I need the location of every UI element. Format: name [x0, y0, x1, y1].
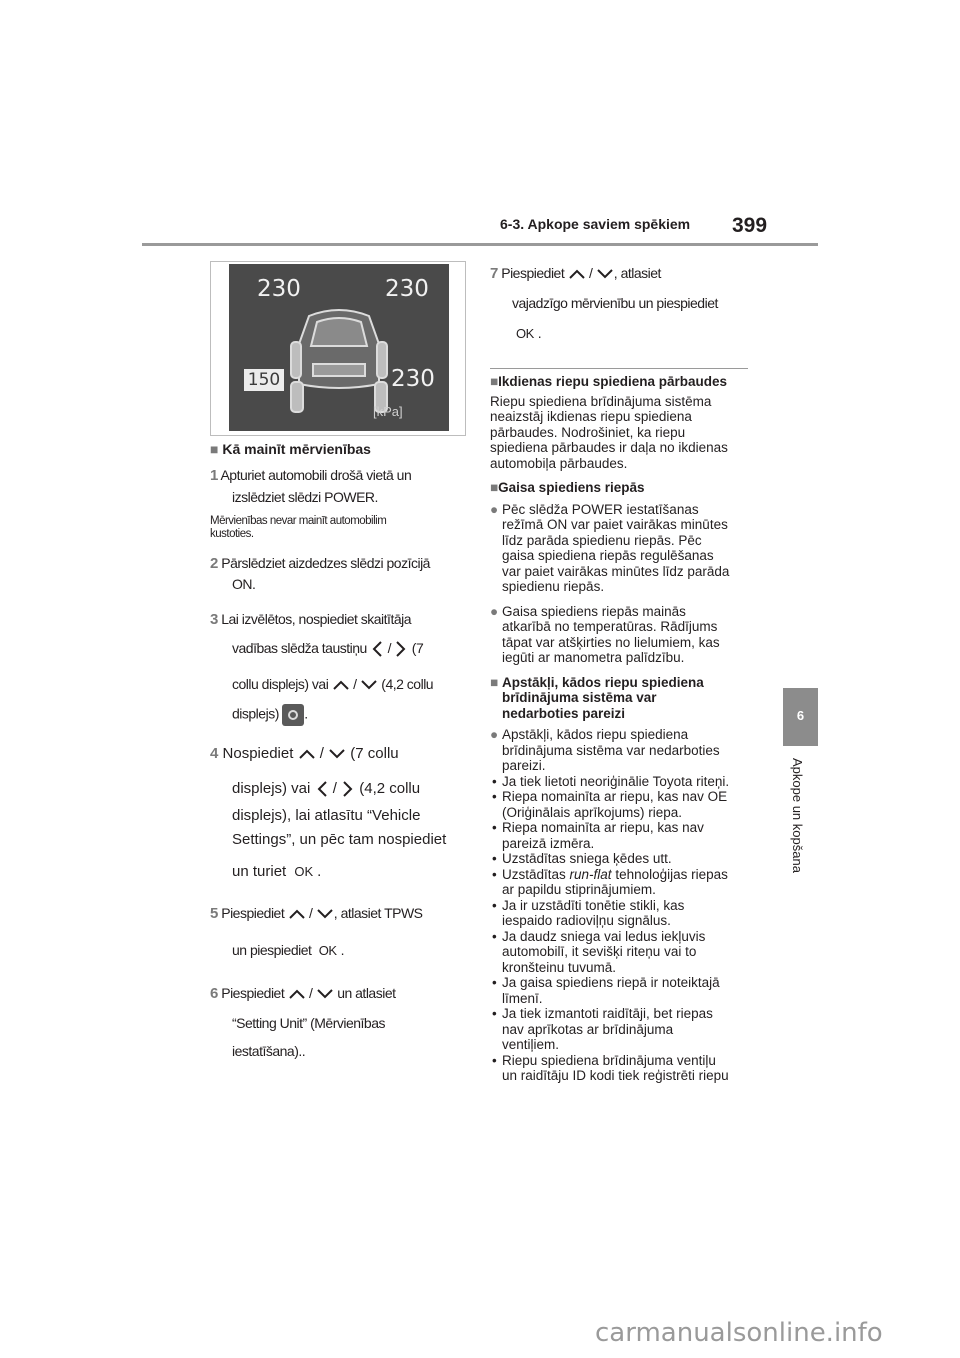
- ok-button-icon: OK: [318, 943, 337, 958]
- chevron-up-icon: [298, 748, 316, 760]
- tire-front-right: 230: [385, 276, 429, 302]
- square-bullet-icon: ■: [490, 480, 499, 495]
- chapter-number: 6: [796, 708, 805, 723]
- step-7: 7 Piespiediet / , atlasiet: [490, 265, 661, 282]
- chevron-down-icon: [360, 679, 378, 691]
- tire-pressure-display: [229, 264, 449, 431]
- bullet-2: ● Gaisa spiediens riepās mainās atkarībā no temperatūras. Rādījums tāpat var atšķirties no lielumiem, kas iegūti ar manometra palīdzību.: [490, 603, 720, 665]
- ok-button-icon: OK: [516, 326, 534, 341]
- chevron-right-icon: [394, 640, 408, 658]
- circle-bullet-icon: ●: [490, 603, 499, 619]
- heading-conditions: ■ Apstākļi, kādos riepu spiediena brīdinājuma sistēma var nedarboties pareizi: [490, 674, 704, 721]
- square-bullet-icon: ■: [490, 374, 499, 389]
- watermark: carmanualsonline.info: [595, 1318, 883, 1348]
- square-bullet-icon: ■: [210, 441, 219, 457]
- step-3-line3: collu displejs) vai / (4,2 collu: [232, 676, 434, 692]
- step-6-line3: iestatīšana)..: [232, 1043, 306, 1059]
- circle-bullet-icon: ●: [490, 727, 499, 742]
- chevron-right-icon: [341, 780, 355, 798]
- step-6-line2: “Setting Unit” (Mērvienības: [232, 1015, 386, 1031]
- list-item: • Ja ir uzstādīti tonētie stikli, kas iespaido radioviļņu signālus.: [492, 897, 685, 928]
- chevron-down-icon: [316, 988, 334, 1000]
- unit-label: [kPa]: [373, 404, 403, 419]
- chevron-down-icon: [316, 908, 334, 920]
- heading-air-pressure: ■Gaisa spiediens riepās: [490, 480, 645, 495]
- chevron-up-icon: [332, 679, 350, 691]
- step-7-line2: vajadzīgo mērvienību un piespiediet: [512, 295, 718, 311]
- step-4-line2: displejs) vai / (4,2 collu: [232, 780, 421, 797]
- step-2: 2 Pārslēdziet aizdedzes slēdzi pozīcijā: [210, 555, 430, 572]
- tire-rear-left: 150: [244, 369, 284, 391]
- header-rule: [142, 243, 818, 246]
- step-4-line3: displejs), lai atlasītu “Vehicle: [232, 807, 421, 824]
- step-2-cont: ON.: [232, 576, 256, 592]
- step-1-cont: izslēdziet slēdzi POWER.: [232, 489, 378, 505]
- chevron-left-icon: [370, 640, 384, 658]
- list-item: • Riepu spiediena brīdinājuma ventiļu un raidītāju ID kodi tiek reģistrēti riepu: [492, 1052, 729, 1083]
- settings-gear-icon: [282, 704, 304, 726]
- bullet-3: ● Apstākļi, kādos riepu spiediena brīdinājuma sistēma var nedarboties pareizi.: [490, 727, 720, 773]
- divider: [490, 368, 748, 369]
- chevron-down-icon: [596, 268, 614, 280]
- bullet-1: ● Pēc slēdža POWER iestatīšanas režīmā ON var paiet vairākas minūtes līdz parāda spiedienu riepās. Pēc gaisa spiediena riepās regulēšanas var paiet vairākas minūtes līdz parāda spiedienu riepās.: [490, 501, 730, 594]
- section-title: 6-3. Apkope saviem spēkiem: [500, 216, 691, 232]
- chevron-up-icon: [568, 268, 586, 280]
- list-item: • Ja gaisa spiediens riepā ir noteiktajā līmenī.: [492, 975, 720, 1006]
- step-3-line4: displejs) .: [232, 704, 308, 726]
- list-item: • Uzstādītas run-flat tehnoloģijas riepas ar papildu stiprinājumiem.: [492, 866, 728, 897]
- step-3: 3 Lai izvēlētos, nospiediet skaitītāja: [210, 611, 412, 628]
- chapter-tab: [783, 688, 818, 746]
- ok-button-icon: OK: [294, 864, 314, 879]
- heading-change-units: ■ Kā mainīt mērvienības: [210, 441, 371, 457]
- page-number: 399: [732, 214, 768, 237]
- step-7-line3: OK .: [512, 325, 541, 342]
- step-4-line4: Settings”, un pēc tam nospiediet: [232, 831, 447, 848]
- list-item: • Ja daudz sniega vai ledus iekļuvis automobilī, it sevišķi riteņu vai to kronšteinu tuvumā.: [492, 928, 706, 975]
- step-4: 4 Nospiediet / (7 collu: [210, 745, 399, 762]
- list-item: • Ja tiek izmantoti raidītāji, bet riepas nav aprīkotas ar brīdinājuma ventiļiem.: [492, 1006, 713, 1052]
- note: Mērvienības nevar mainīt automobilim kustoties.: [210, 515, 387, 540]
- chevron-up-icon: [288, 988, 306, 1000]
- paragraph-daily: Riepu spiediena brīdinājuma sistēma neaizstāj ikdienas riepu spiediena pārbaudes. Nodrošiniet, ka riepu spiediena pārbaudes ir daļa no ikdienas automobiļa pārbaudes.: [490, 393, 728, 471]
- step-5: 5 Piespiediet / , atlasiet TPWS: [210, 905, 423, 922]
- tire-front-left: 230: [257, 276, 301, 302]
- chevron-down-icon: [328, 748, 346, 760]
- tire-rear-right: 230: [391, 366, 435, 392]
- square-bullet-icon: ■: [490, 674, 499, 690]
- step-4-line5: un turiet OK .: [232, 863, 322, 880]
- chevron-left-icon: [315, 780, 329, 798]
- step-6: 6 Piespiediet / un atlasiet: [210, 985, 396, 1002]
- right-column-text: [490, 374, 760, 1084]
- list-item: • Riepa nomainīta ar riepu, kas nav OE (Oriģinālais aprīkojums) riepa.: [492, 789, 728, 820]
- chevron-up-icon: [288, 908, 306, 920]
- list-item: • Ja tiek lietoti neoriģinālie Toyota riteņi.: [492, 773, 730, 789]
- list-item: • Uzstādītas sniega ķēdes utt.: [492, 851, 672, 866]
- list-item: • Riepa nomainīta ar riepu, kas nav pareizā izmēra.: [492, 820, 704, 851]
- chapter-label: Apkope un kopšana: [790, 758, 805, 873]
- circle-bullet-icon: ●: [490, 501, 499, 517]
- step-3-line2: vadības slēdža taustiņu / (7: [232, 640, 423, 658]
- step-5-line2: un piespiediet OK .: [232, 942, 344, 958]
- heading-daily-checks: ■Ikdienas riepu spiediena pārbaudes: [490, 374, 727, 389]
- step-1: 1 Apturiet automobili drošā vietā un: [210, 467, 412, 484]
